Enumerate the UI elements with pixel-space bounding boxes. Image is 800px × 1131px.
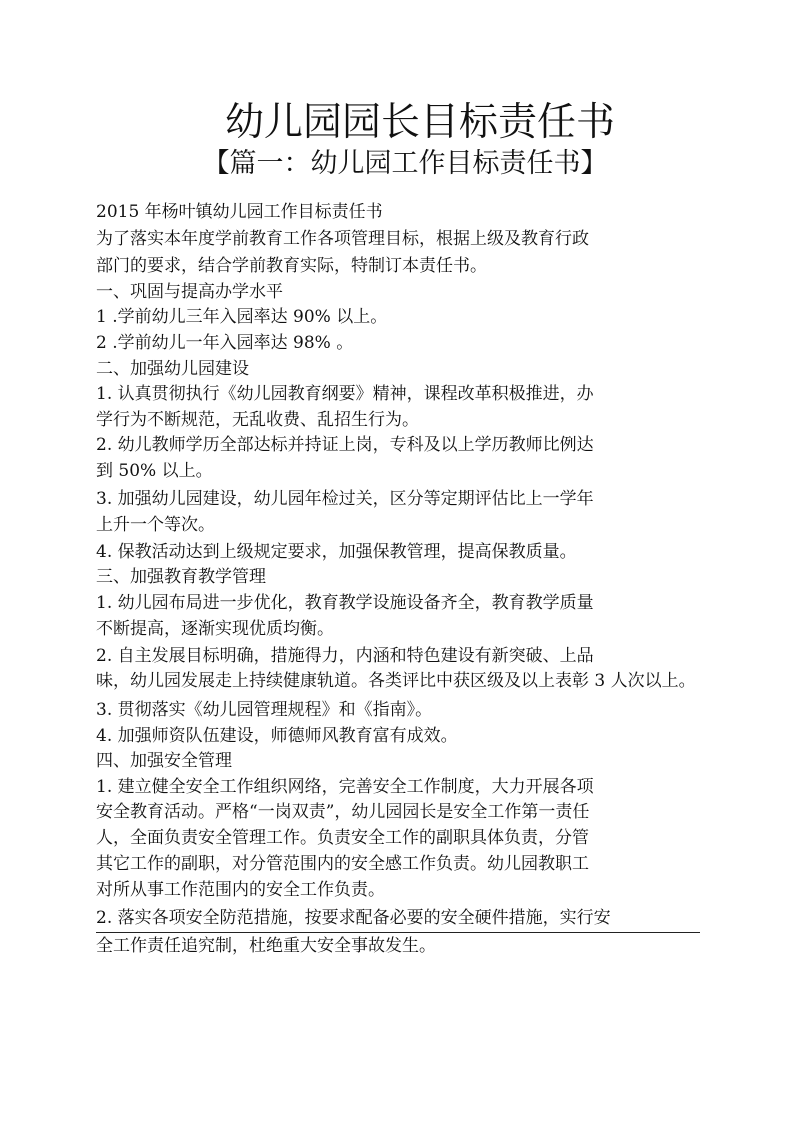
- text-line: 1 .学前幼儿三年入园率达 90% 以上。: [96, 307, 388, 327]
- text-line: 2. 自主发展目标明确，措施得力，内涵和特色建设有新突破、上品: [96, 646, 594, 666]
- text-line: 1. 认真贯彻执行《幼儿园教育纲要》精神，课程改革积极推进，办: [96, 384, 594, 404]
- text-line: 3. 加强幼儿园建设，幼儿园年检过关，区分等定期评估比上一学年: [96, 489, 594, 509]
- section-heading: 四、加强安全管理: [96, 751, 232, 771]
- text-line: 全工作责任追究制，杜绝重大安全事故发生。: [96, 936, 436, 956]
- text-line: 4. 保教活动达到上级规定要求，加强保教管理，提高保教质量。: [96, 542, 577, 562]
- text-line: 不断提高，逐渐实现优质均衡。: [96, 619, 334, 639]
- section-heading: 三、加强教育教学管理: [96, 567, 266, 587]
- section-heading: 一、巩固与提高办学水平: [96, 282, 283, 302]
- text-line: 2 .学前幼儿一年入园率达 98% 。: [96, 333, 354, 353]
- text-line: 到 50% 以上。: [96, 461, 213, 481]
- text-line: 为了落实本年度学前教育工作各项管理目标，根据上级及教育行政: [96, 229, 589, 249]
- text-line: 2015 年杨叶镇幼儿园工作目标责任书: [96, 202, 383, 222]
- text-line: 部门的要求，结合学前教育实际，特制订本责任书。: [96, 256, 487, 276]
- text-line: 2. 落实各项安全防范措施，按要求配备必要的安全硬件措施，实行安: [96, 908, 611, 928]
- text-line: 安全教育活动。严格“一岗双责”，幼儿园园长是安全工作第一责任: [96, 802, 590, 822]
- text-line: 3. 贯彻落实《幼儿园管理规程》和《指南》。: [96, 700, 433, 720]
- text-line: 1. 幼儿园布局进一步优化，教育教学设施设备齐全，教育教学质量: [96, 593, 594, 613]
- text-line: 味，幼儿园发展走上持续健康轨道。各类评比中获区级及以上表彰 3 人次以上。: [96, 671, 696, 691]
- text-line: 2. 幼儿教师学历全部达标并持证上岗，专科及以上学历教师比例达: [96, 435, 594, 455]
- text-line: 人，全面负责安全管理工作。负责安全工作的副职具体负责，分管: [96, 828, 589, 848]
- horizontal-rule: [96, 932, 700, 933]
- text-line: 学行为不断规范，无乱收费、乱招生行为。: [96, 410, 419, 430]
- text-line: 上升一个等次。: [96, 515, 215, 535]
- document-subtitle: 【篇一：幼儿园工作目标责任书】: [202, 148, 608, 179]
- text-line: 1. 建立健全安全工作组织网络，完善安全工作制度，大力开展各项: [96, 777, 594, 797]
- document-title: 幼儿园园长目标责任书: [224, 100, 615, 145]
- text-line: 4. 加强师资队伍建设，师德师风教育富有成效。: [96, 726, 458, 746]
- text-line: 其它工作的副职，对分管范围内的安全感工作负责。幼儿园教职工: [96, 854, 589, 874]
- section-heading: 二、加强幼儿园建设: [96, 359, 249, 379]
- text-line: 对所从事工作范围内的安全工作负责。: [96, 880, 385, 900]
